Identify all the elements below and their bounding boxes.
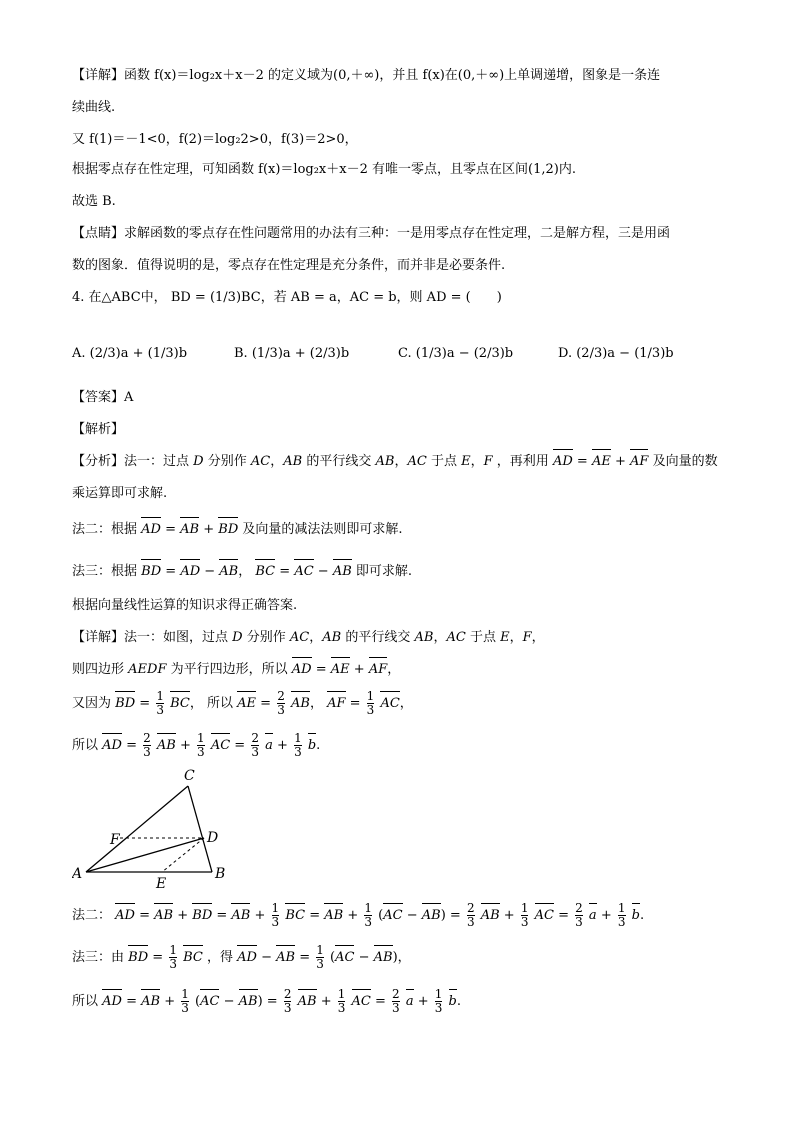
vector: AC: [211, 736, 230, 756]
fraction: $\frac{1}{3}$: [181, 987, 189, 1015]
vector: AF: [369, 660, 387, 680]
label-b: B: [215, 866, 226, 882]
vector: AE: [237, 694, 256, 714]
tip-line-2: 数的图象．值得说明的是，零点存在性定理是充分条件，而并非是必要条件.: [72, 258, 506, 273]
fraction: $\frac{2}{3}$: [251, 731, 259, 759]
option-b[interactable]: [234, 334, 349, 374]
points: E: [500, 630, 510, 645]
vector: BC: [183, 948, 203, 968]
vector: a: [589, 906, 597, 926]
fraction: $\frac{1}{3}$: [156, 689, 164, 717]
text: 则四边形: [72, 662, 125, 677]
text: 为平行四边形，所以: [170, 662, 288, 677]
question-4-prefix: 4. 在△ABC中，: [72, 290, 167, 305]
detail-line-8: 所以 AD = AB + $\frac{1}{3}$ (AC − AB) = $\frac{2}{3}$ AB + $\frac{1}{3}$ AC = $\frac{2}{3}$ a + $\frac{1}{3}$ b.: [72, 987, 461, 1015]
vector: b: [449, 992, 457, 1012]
vector: AD: [141, 520, 161, 540]
text: 法三：由: [72, 950, 125, 965]
text: 于点: [469, 630, 496, 645]
vector: AB: [157, 736, 176, 756]
text: 及向量的数: [652, 454, 718, 469]
fraction: $\frac{2}{3}$: [392, 987, 400, 1015]
text: 法三：根据: [72, 564, 138, 579]
vector: AB: [422, 906, 441, 926]
fraction: $\frac{1}{3}$: [520, 901, 529, 929]
vector: AE: [331, 660, 350, 680]
fraction: $\frac{2}{3}$: [277, 689, 285, 717]
vector: AC: [352, 992, 371, 1012]
vector: AB: [298, 992, 317, 1012]
quadrilateral: AEDF: [128, 662, 167, 677]
segment-de: [162, 838, 204, 872]
fraction: $\frac{2}{3}$: [143, 731, 151, 759]
analysis-heading: 【解析】: [72, 422, 125, 437]
vector: AB: [324, 906, 343, 926]
label-d: D: [207, 830, 219, 846]
vector: AB: [333, 562, 352, 582]
option-expression: (1/3)a − (2/3)b: [415, 346, 514, 361]
triangle-figure: [72, 766, 242, 890]
vector: AF: [327, 694, 345, 714]
analysis-method-3: 法三：根据 BD = AD − AB， BC = AC − AB 即可求解.: [72, 562, 412, 582]
detail-line-2: 则四边形 AEDF 为平行四边形，所以 AD = AE + AF，: [72, 660, 400, 680]
vector: AD: [102, 736, 122, 756]
vector: AD: [115, 906, 135, 926]
vector: BC: [170, 694, 190, 714]
option-letter: C.: [398, 346, 412, 361]
detail-prev-line-5: 故选 B.: [72, 194, 116, 209]
text: 法二：根据: [72, 522, 138, 537]
vector: a: [265, 736, 273, 756]
text: 【详解】法一：如图，过点: [72, 630, 229, 645]
answer: 【答案】A: [72, 390, 134, 405]
question-4: [72, 288, 502, 308]
analysis-line-1: 【分析】法一：过点 D 分别作 AC，AB 的平行线交 AB，AC 于点 E，F ，再利用 AD = AE + AF 及向量的数: [72, 452, 718, 472]
vector: AC: [380, 694, 399, 714]
label-c: C: [184, 768, 195, 784]
label-a: A: [72, 866, 83, 882]
text: 法二：: [72, 908, 112, 923]
option-d[interactable]: [558, 334, 674, 374]
vector: AB: [219, 562, 238, 582]
vector: AB: [154, 906, 173, 926]
vector: AB: [180, 520, 199, 540]
detail-line-1: 【详解】法一：如图，过点 D 分别作 AC，AB 的平行线交 AB，AC 于点 E，F，: [72, 630, 545, 645]
side-cb: [188, 786, 212, 872]
detail-prev-line-4: 根据零点存在性定理，可知函数 f(x)＝log₂x＋x－2 有唯一零点，且零点在区间(1,2)内.: [72, 162, 576, 177]
fraction: $\frac{1}{3}$: [271, 901, 280, 929]
vector: AD: [180, 562, 200, 582]
option-a[interactable]: [72, 334, 187, 374]
vector: BD: [128, 948, 148, 968]
text: 所以: [72, 994, 99, 1009]
label-f: F: [110, 832, 120, 848]
vector: AD: [292, 660, 312, 680]
analysis-summary: 根据向量线性运算的知识求得正确答案.: [72, 598, 298, 613]
vector: AD: [102, 992, 122, 1012]
option-expression: (2/3)a − (1/3)b: [576, 346, 674, 361]
label-e: E: [156, 876, 167, 890]
points: F: [522, 630, 532, 645]
analysis-line-2: 乘运算即可求解.: [72, 486, 168, 501]
point-d: D: [232, 630, 243, 645]
text: 所以: [72, 738, 99, 753]
vector: a: [406, 992, 414, 1012]
analysis-method-2: 法二：根据 AD = AB + BD 及向量的减法法则即可求解.: [72, 520, 403, 540]
text: 【分析】法一：过点: [72, 454, 190, 469]
segments: AC: [446, 630, 466, 645]
vector: AC: [383, 906, 402, 926]
vector: b: [632, 906, 640, 926]
vector: BC: [255, 562, 275, 582]
fraction: $\frac{1}{3}$: [617, 901, 626, 929]
vector: b: [308, 736, 316, 756]
tip-line-1: 【点睛】求解函数的零点存在性问题常用的办法有三种：一是用零点存在性定理，二是解方程，三是用函: [72, 226, 671, 241]
detail-line-3: 又因为 BD = $\frac{1}{3}$ BC， 所以 AE = $\frac{2}{3}$ AB， AF = $\frac{1}{3}$ AC，: [72, 689, 413, 717]
segments: AB: [375, 454, 395, 469]
fraction: $\frac{1}{3}$: [169, 943, 177, 971]
vector: AD: [237, 948, 257, 968]
segments: AB: [283, 454, 303, 469]
segments: AC: [407, 454, 427, 469]
fraction: $\frac{1}{3}$: [434, 987, 443, 1015]
text: 的平行线交: [345, 630, 411, 645]
segments: AC: [289, 630, 310, 645]
vector: BD: [192, 906, 212, 926]
option-letter: B.: [234, 346, 248, 361]
text: 于点: [430, 454, 457, 469]
vector: AF: [630, 452, 648, 472]
option-expression: (1/3)a + (2/3)b: [251, 346, 350, 361]
text: 的平行线交: [306, 454, 372, 469]
points: E: [461, 454, 471, 469]
text: 又因为: [72, 696, 112, 711]
text: 分别作: [246, 630, 286, 645]
text: 即可求解.: [355, 564, 413, 579]
vector: AB: [374, 948, 393, 968]
fraction: $\frac{1}{3}$: [316, 943, 324, 971]
text: ，得: [206, 950, 233, 965]
fraction: $\frac{1}{3}$: [337, 987, 346, 1015]
text: 分别作: [207, 454, 247, 469]
vector: BC: [285, 906, 305, 926]
detail-prev-line-2: 续曲线.: [72, 100, 116, 115]
text: 及向量的减法法则即可求解.: [242, 522, 403, 537]
vector: AC: [335, 948, 354, 968]
question-4-condition: BD = (1/3)BC，若 AB = a，AC = b，则 AD = ( ): [170, 290, 502, 305]
segments: AB: [414, 630, 434, 645]
detail-line-4: 所以 AD = $\frac{2}{3}$ AB + $\frac{1}{3}$ AC = $\frac{2}{3}$ a + $\frac{1}{3}$ b.: [72, 731, 321, 759]
vector: AE: [592, 452, 611, 472]
fraction: $\frac{1}{3}$: [364, 901, 373, 929]
fraction: $\frac{2}{3}$: [466, 901, 475, 929]
vector: AC: [535, 906, 554, 926]
vector: AB: [276, 948, 295, 968]
detail-prev-line-1: 【详解】函数 f(x)＝log₂x＋x－2 的定义域为(0,＋∞)，并且 f(x)在(0,＋∞)上单调递增，图象是一条连: [72, 68, 661, 83]
option-expression: (2/3)a + (1/3)b: [89, 346, 188, 361]
detail-prev-line-3: 又 f(1)＝－1<0，f(2)＝log₂2>0，f(3)＝2>0，: [72, 132, 358, 147]
vector: BD: [115, 694, 135, 714]
fraction: $\frac{1}{3}$: [366, 689, 375, 717]
option-letter: A.: [72, 346, 86, 361]
fraction: $\frac{2}{3}$: [283, 987, 292, 1015]
vector: AC: [200, 992, 219, 1012]
fraction: $\frac{1}{3}$: [294, 731, 302, 759]
vector: AB: [239, 992, 258, 1012]
fraction: $\frac{1}{3}$: [197, 731, 205, 759]
point-d: D: [193, 454, 204, 469]
vector: AB: [291, 694, 310, 714]
segments: AB: [322, 630, 342, 645]
vector: BD: [141, 562, 161, 582]
option-letter: D.: [558, 346, 573, 361]
vector: BD: [218, 520, 238, 540]
question-4-options: [72, 334, 722, 374]
text: 所以: [206, 696, 233, 711]
segment-ad: [86, 838, 204, 872]
text: ，再利用: [496, 454, 549, 469]
vector: AC: [294, 562, 313, 582]
detail-method-3: 法三：由 BD = $\frac{1}{3}$ BC ，得 AD − AB = $\frac{1}{3}$ (AC − AB)，: [72, 943, 411, 971]
vector: AB: [481, 906, 500, 926]
vector: AB: [141, 992, 160, 1012]
fraction: $\frac{2}{3}$: [575, 901, 583, 929]
option-c[interactable]: [398, 334, 513, 374]
vector: AB: [231, 906, 250, 926]
vector: AD: [553, 452, 573, 472]
segments: AC: [250, 454, 271, 469]
detail-method-2: 法二： AD = AB + BD = AB + $\frac{1}{3}$ BC = AB + $\frac{1}{3}$ (AC − AB) = $\frac{2}{3}$ AB + $\frac{1}{3}$ AC = $\frac{2}{3}$ a + $\frac{1}{3}$ b.: [72, 901, 645, 929]
points: F: [483, 454, 493, 469]
side-ac: [86, 786, 188, 872]
